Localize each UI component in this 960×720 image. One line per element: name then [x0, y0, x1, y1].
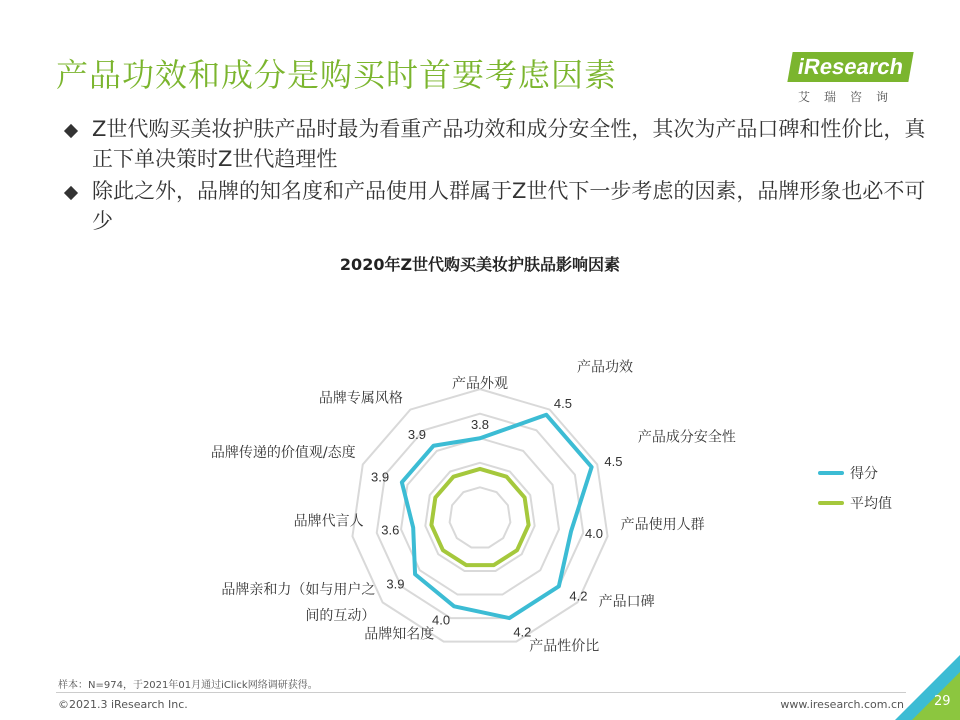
data-label: 4.2	[569, 588, 588, 604]
legend-label: 得分	[850, 466, 878, 482]
data-label: 3.9	[371, 469, 390, 485]
bullet-text: 除此之外，品牌的知名度和产品使用人群属于Z世代下一步考虑的因素，品牌形象也必不可少	[92, 179, 926, 233]
category-label: 品牌专属风格	[318, 390, 403, 407]
data-label: 4.2	[513, 624, 532, 640]
category-label: 品牌亲和力（如与用户之	[221, 581, 376, 598]
data-label: 3.9	[407, 426, 426, 442]
data-label: 4.5	[604, 454, 623, 470]
bullet-text: Z世代购买美妆护肤产品时最为看重产品功效和成分安全性，其次为产品口碑和性价比，真正下单决策时Z世代趋理性	[92, 117, 926, 171]
page-title: 产品功效和成分是购买时首要考虑因素	[56, 56, 618, 94]
category-label: 间的互动）	[305, 607, 376, 624]
category-label: 产品使用人群	[620, 517, 705, 534]
copyright-text: ©2021.3 iResearch Inc.	[58, 698, 188, 711]
legend-label: 平均值	[850, 496, 892, 512]
data-label: 3.8	[470, 417, 490, 433]
data-label: 3.9	[386, 576, 405, 592]
category-label: 品牌传递的价值观/态度	[210, 444, 356, 461]
category-label: 产品功效	[577, 359, 634, 376]
sample-note: 样本：N=974，于2021年01月通过iClick网络调研获得。	[58, 680, 318, 691]
category-label: 产品口碑	[598, 593, 655, 610]
data-label: 4.0	[584, 526, 604, 542]
data-label: 4.0	[432, 612, 451, 628]
logo-chinese-text: 艾瑞咨询	[798, 90, 903, 104]
data-label: 4.5	[553, 395, 572, 411]
chart-title: 2020年Z世代购买美妆护肤品影响因素	[339, 255, 621, 274]
website-link[interactable]: www.iresearch.com.cn	[780, 698, 904, 711]
category-label: 品牌代言人	[293, 513, 364, 530]
data-label: 3.6	[381, 522, 400, 538]
category-label: 产品外观	[452, 376, 508, 393]
logo-wordmark: iResearch	[787, 52, 913, 82]
page-number: 29	[934, 694, 951, 709]
category-label: 品牌知名度	[364, 626, 435, 643]
category-label: 产品成分安全性	[637, 429, 736, 446]
category-label: 产品性价比	[529, 638, 600, 655]
